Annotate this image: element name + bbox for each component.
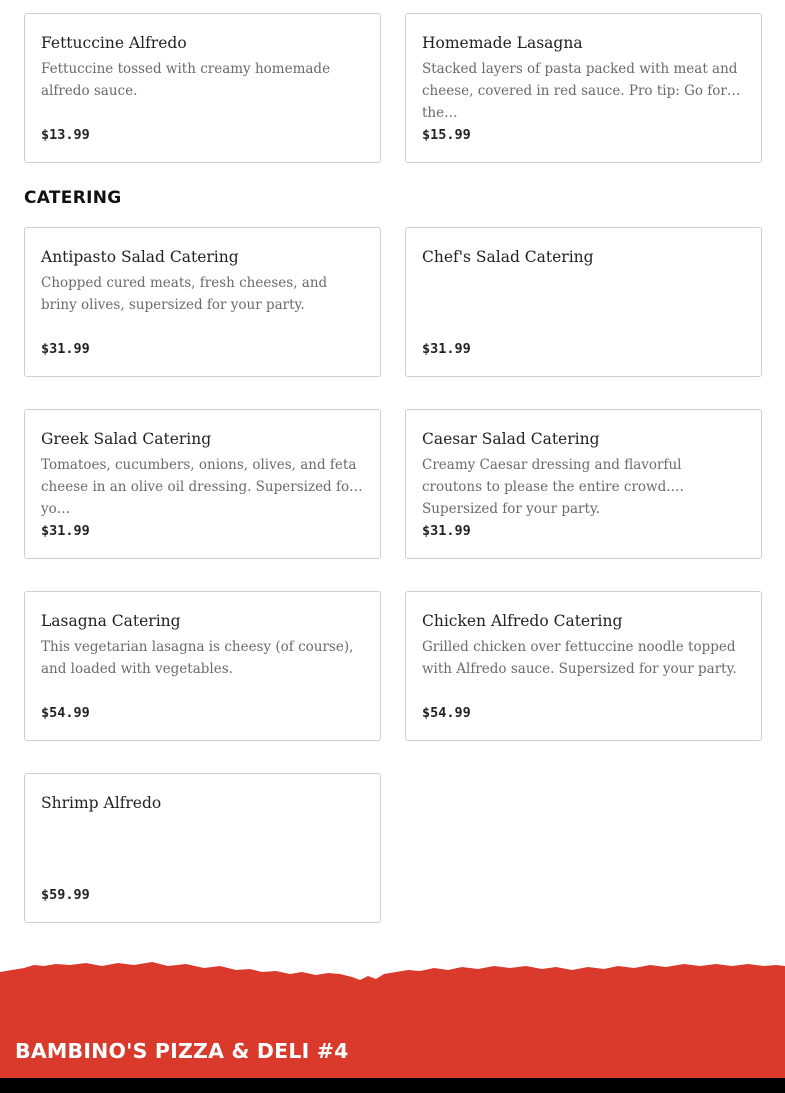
menu-item-name: Antipasto Salad Catering: [41, 248, 239, 266]
menu-item-name: Greek Salad Catering: [41, 430, 212, 448]
menu-item-name: Lasagna Catering: [41, 612, 181, 630]
menu-item-description: Fettuccine tossed with creamy homemade alfredo sauce.: [41, 61, 331, 99]
menu-item-card[interactable]: [405, 227, 762, 377]
menu-item-description: Chopped cured meats, fresh cheeses, and briny olives, supersized for your party.: [41, 275, 328, 313]
menu-item-name: Fettuccine Alfredo: [41, 34, 187, 52]
menu-item-card[interactable]: [405, 409, 762, 559]
menu-item-name: Chef's Salad Catering: [422, 248, 594, 266]
menu-item-description: Creamy Caesar dressing and flavorful croutons to please the entire crowd. Supersized for your party.: [422, 457, 682, 517]
menu-item-description: Grilled chicken over fettuccine noodle topped with Alfredo sauce. Supersized for your party.: [422, 639, 737, 677]
menu-item-name: Homemade Lasagna: [422, 34, 583, 52]
menu-item-price: $59.99: [41, 887, 90, 903]
menu-item-card[interactable]: [405, 13, 762, 163]
menu-item-price: $54.99: [422, 705, 471, 721]
menu-item-price: $31.99: [422, 523, 471, 539]
menu-item-card[interactable]: [24, 227, 381, 377]
menu-item-card[interactable]: [405, 591, 762, 741]
menu-item-name: Caesar Salad Catering: [422, 430, 600, 448]
footer-bar: [0, 1078, 785, 1093]
menu-item-price: $31.99: [41, 341, 90, 357]
menu-item-price: $54.99: [41, 705, 90, 721]
menu-item-name: Chicken Alfredo Catering: [422, 612, 623, 630]
restaurant-name: BAMBINO'S PIZZA & DELI #4: [15, 1039, 349, 1063]
menu-item-price: $31.99: [41, 523, 90, 539]
menu-item-price: $13.99: [41, 127, 90, 143]
menu-item-price: $31.99: [422, 341, 471, 357]
menu-item-description: Tomatoes, cucumbers, onions, olives, and feta cheese in an olive oil dressing. Supersized for yo…: [41, 457, 357, 517]
menu-item-description: This vegetarian lasagna is cheesy (of course), and loaded with vegetables.: [41, 639, 354, 677]
menu-item-card[interactable]: [24, 409, 381, 559]
menu-item-price: $15.99: [422, 127, 471, 143]
menu-item-name: Shrimp Alfredo: [41, 794, 162, 812]
menu-item-description: Stacked layers of pasta packed with meat and cheese, covered in red sauce. Pro tip: Go for the…: [422, 61, 738, 121]
menu-item-card[interactable]: [24, 591, 381, 741]
section-title-catering: CATERING: [24, 188, 122, 208]
menu-item-card[interactable]: [24, 773, 381, 923]
site-footer: [0, 958, 785, 1093]
menu-item-card[interactable]: [24, 13, 381, 163]
